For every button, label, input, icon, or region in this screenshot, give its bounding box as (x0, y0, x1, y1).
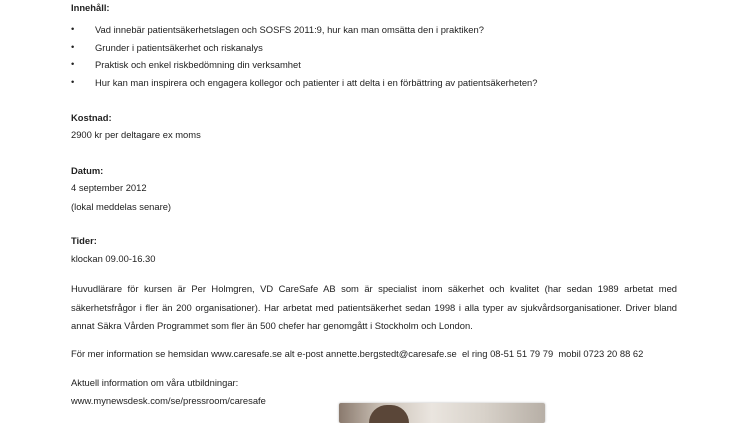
datum-heading: Datum: (71, 165, 104, 176)
datum-section (71, 164, 171, 213)
bullet-icon: • (71, 75, 75, 87)
list-item: • Hur kan man inspirera och engagera kollegor och patienter i att delta i en förbättring av patientsäkerheten? (71, 75, 538, 88)
tider-value: klockan 09.00-16.30 (71, 253, 156, 264)
list-item: • Vad innebär patientsäkerhetslagen och SOSFS 2011:9, hur kan man omsätta den i praktiken? (71, 23, 484, 35)
list-item: • Grunder i patientsäkerhet och riskanalys (71, 40, 263, 53)
kostnad-value: 2900 kr per deltagare ex moms (71, 129, 201, 140)
bullet-icon: • (71, 40, 75, 52)
news-section (71, 376, 266, 407)
datum-note: (lokal meddelas senare) (71, 201, 172, 212)
news-link[interactable]: www.mynewsdesk.com/se/pressroom/caresafe (71, 395, 266, 406)
lecturer-paragraph: Huvudlärare för kursen är Per Holmgren, VD CareSafe AB som är specialist inom säkerhet och kvalitet (har sedan 1989 arbetat med säkerhetsfrågor i fler än 200 organisationer). Har arbetat med patientsäkerhet sedan 1998 i alla typer av sjukvårdsorganisationer. Driver bland annat Säkra Vården Programmet som fler än 500 chefer har genomgått i Stockholm och London. (71, 283, 677, 331)
tider-section (71, 234, 155, 265)
list-item: • Praktisk och enkel riskbedömning din verksamhet (71, 58, 301, 70)
bullet-icon: • (71, 23, 75, 34)
tider-heading: Tider: (71, 235, 97, 246)
news-label: Aktuell information om våra utbildningar: (71, 377, 239, 388)
contact-line: För mer information se hemsidan www.caresafe.se alt e-post annette.bergstedt@caresafe.se el ring 08-51 51 79 79 mobil 0723 20 88 62 (71, 348, 644, 359)
kostnad-section (71, 111, 201, 141)
bullet-icon: • (71, 58, 75, 69)
innehall-section (71, 1, 110, 14)
innehall-heading: Innehåll: (71, 2, 110, 13)
datum-date: 4 september 2012 (71, 182, 147, 193)
photo-person (369, 405, 409, 423)
lecturer-photo (339, 403, 545, 423)
kostnad-heading: Kostnad: (71, 112, 112, 123)
innehall-list (71, 23, 691, 93)
